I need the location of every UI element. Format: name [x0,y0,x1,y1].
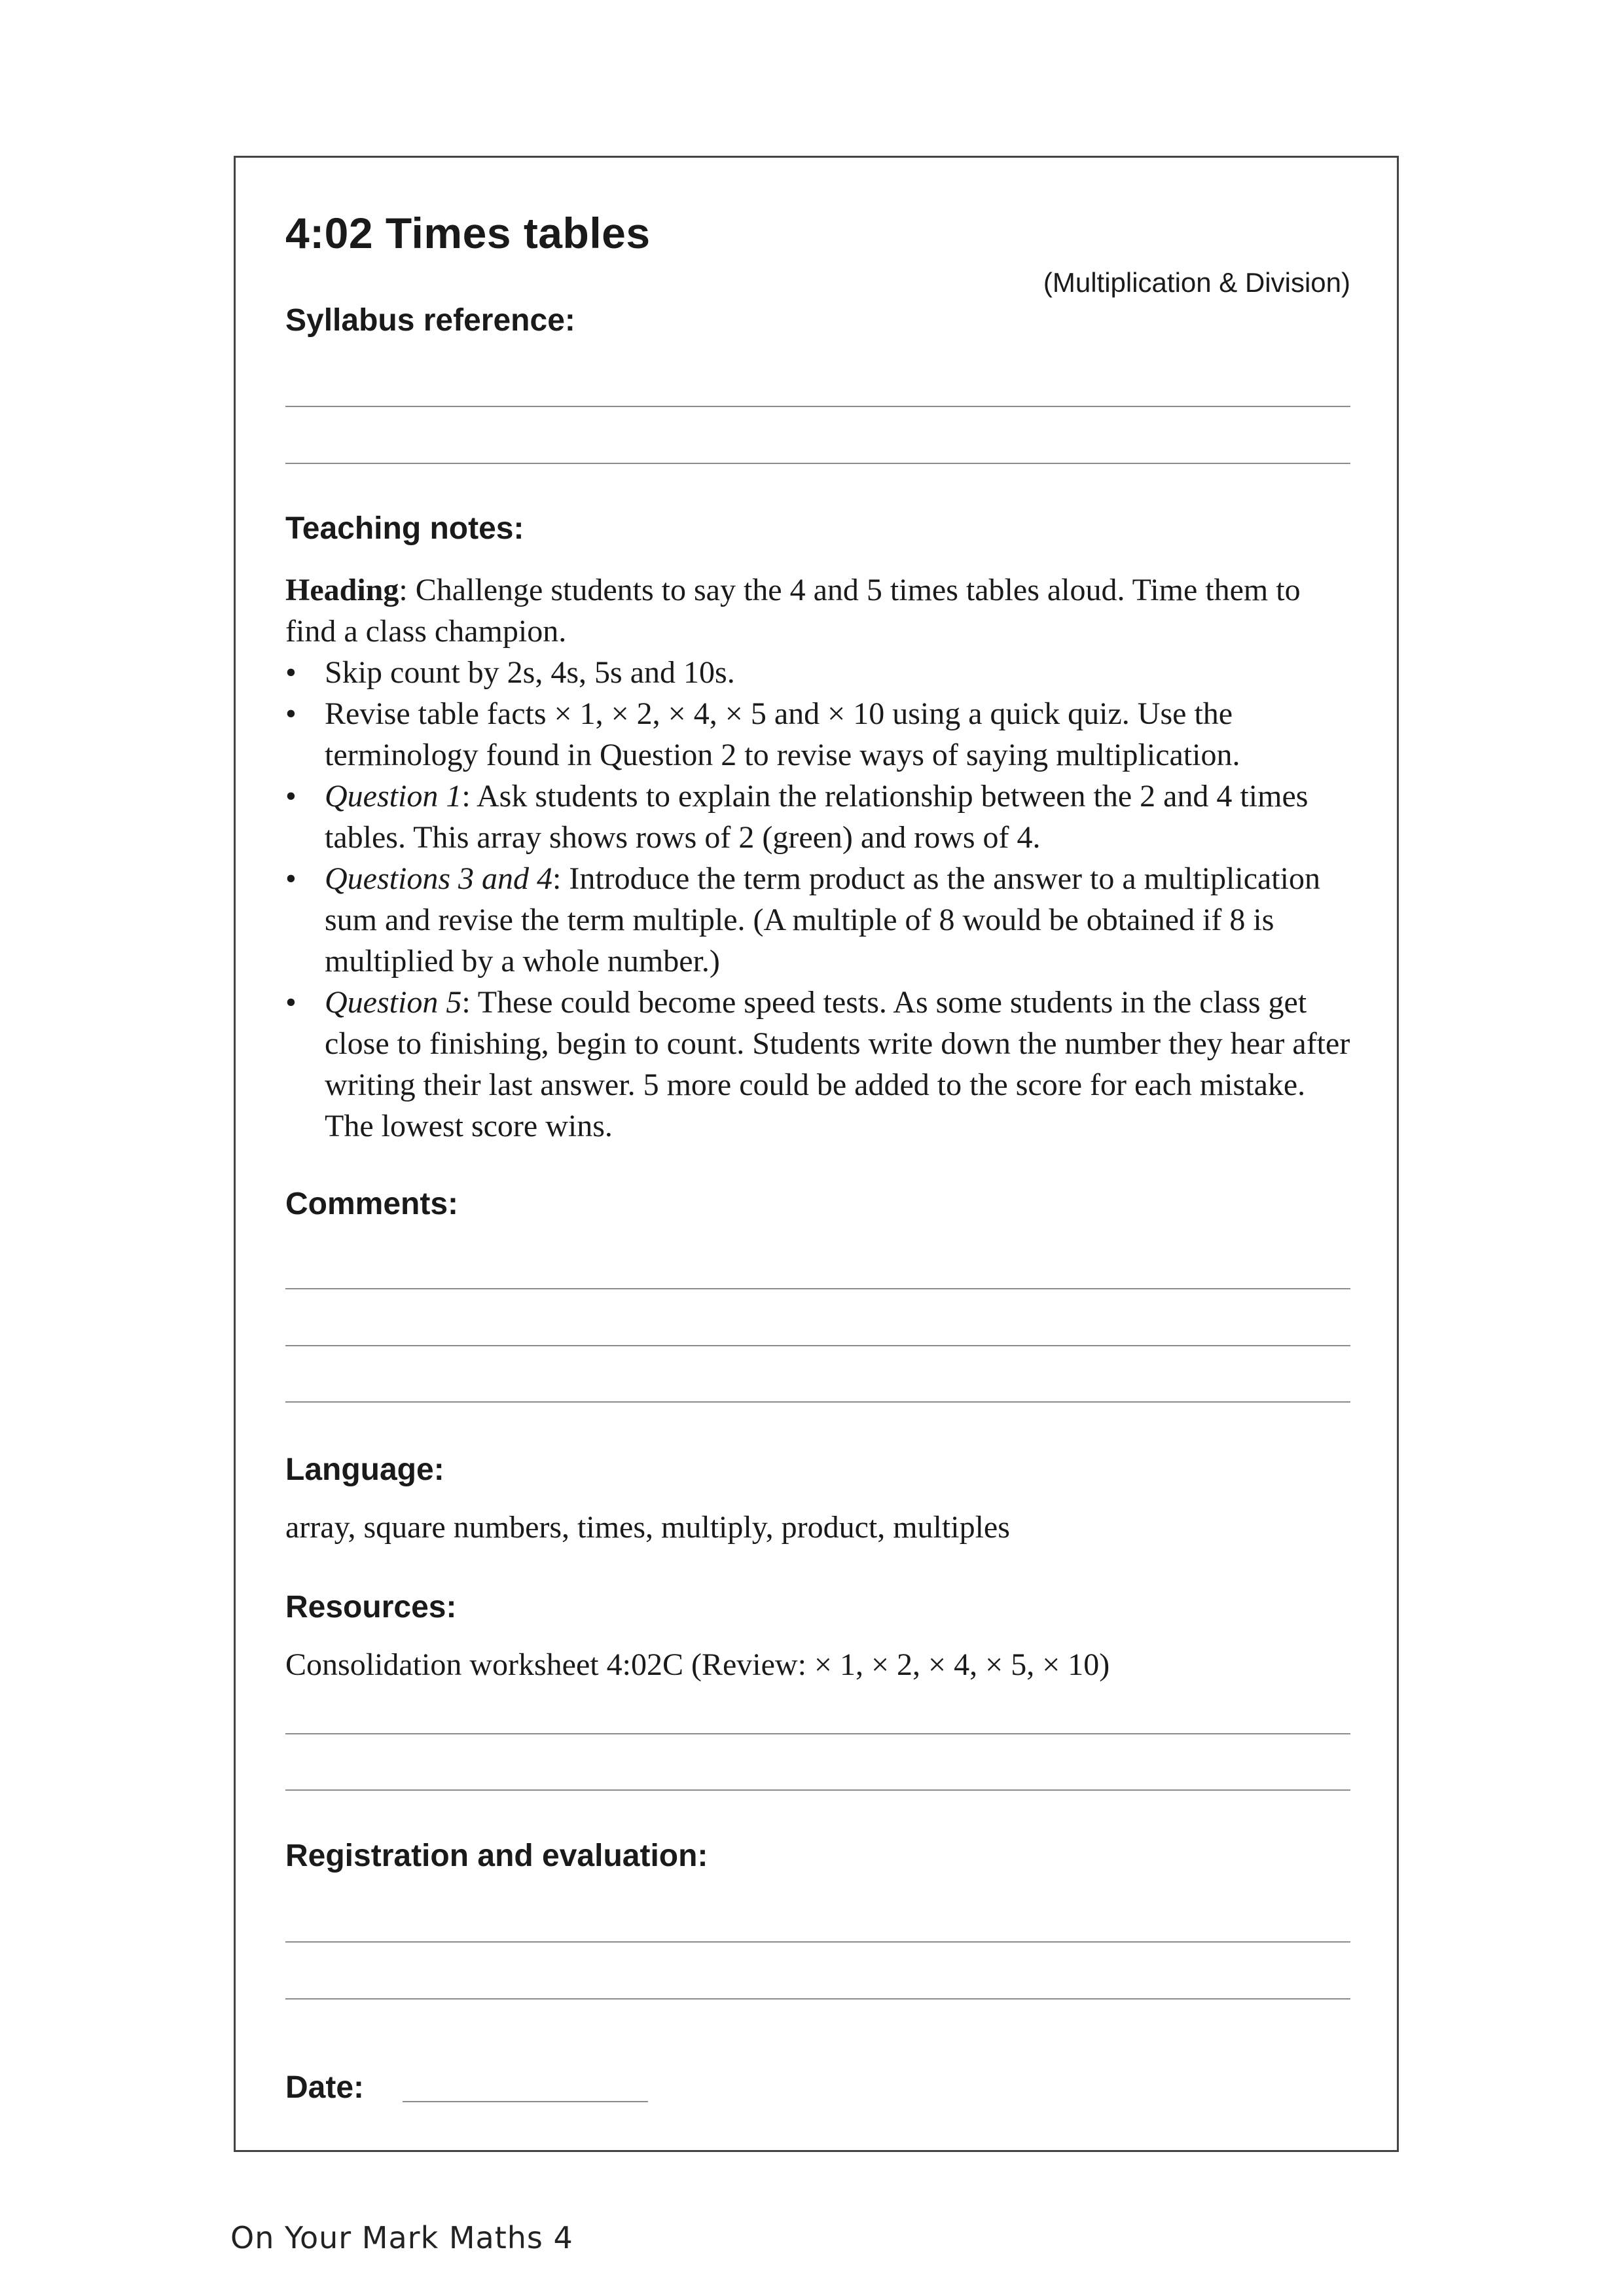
page-title: 4:02 Times tables [285,209,651,257]
bullet-text: : Introduce the term product as the answer to a multiplication sum and revise the term multiple. (A multiple of 8 would be obtained if 8 is multiplied by a whole number.) [325,861,1320,978]
registration-heading: Registration and evaluation: [285,1839,708,1873]
registration-line-1[interactable] [285,1941,1350,1943]
resources-text: Consolidation worksheet 4:02C (Review: × 1, × 2, × 4, × 5, × 10) [285,1647,1110,1682]
registration-line-2[interactable] [285,1998,1350,2000]
bullet-text: Revise table facts × 1, × 2, × 4, × 5 and × 10 using a quick quiz. Use the terminology found in Question 2 to revise ways of saying multiplication. [325,696,1240,772]
intro-label: Heading [285,573,399,607]
teaching-notes-list [285,652,1350,1147]
comments-line-1[interactable] [285,1288,1350,1289]
footer-book-title: On Your Mark Maths 4 [230,2220,573,2255]
topic-subtitle: (Multiplication & Division) [1043,267,1350,298]
bullet-icon: • [285,985,297,1020]
bullet-label: Questions 3 and 4 [325,861,552,896]
bullet-icon: • [285,696,297,731]
syllabus-line-1[interactable] [285,406,1350,407]
bullet-label: Question 5 [325,985,462,1020]
resources-line-1[interactable] [285,1733,1350,1734]
bullet-icon: • [285,655,297,690]
resources-heading: Resources: [285,1590,457,1624]
language-text: array, square numbers, times, multiply, product, multiples [285,1510,1010,1545]
syllabus-heading: Syllabus reference: [285,303,575,338]
list-item [285,982,1350,1147]
teaching-notes-heading: Teaching notes: [285,511,524,546]
list-item [285,776,1350,858]
comments-line-2[interactable] [285,1345,1350,1346]
language-heading: Language: [285,1452,444,1487]
list-item [285,858,1350,982]
list-item [285,693,1350,776]
bullet-icon: • [285,779,297,814]
bullet-label: Question 1 [325,779,462,814]
teaching-notes-intro [285,569,1350,652]
list-item [285,652,1350,693]
teaching-notes-body [285,569,1350,1147]
bullet-text: Skip count by 2s, 4s, 5s and 10s. [325,655,735,690]
bullet-icon: • [285,861,297,896]
date-line[interactable] [403,2101,648,2102]
resources-line-2[interactable] [285,1789,1350,1791]
intro-text: : Challenge students to say the 4 and 5 times tables aloud. Time them to find a class champion. [285,573,1301,649]
comments-heading: Comments: [285,1187,459,1221]
bullet-text: : These could become speed tests. As some students in the class get close to finishing, begin to count. Students write down the number they hear after writing their last answer. 5 more could be added to the score for each mistake. The lowest score wins. [325,985,1350,1143]
date-label: Date: [285,2070,365,2105]
comments-line-3[interactable] [285,1401,1350,1403]
syllabus-line-2[interactable] [285,463,1350,464]
bullet-text: : Ask students to explain the relationship between the 2 and 4 times tables. This array shows rows of 2 (green) and rows of 4. [325,779,1308,855]
